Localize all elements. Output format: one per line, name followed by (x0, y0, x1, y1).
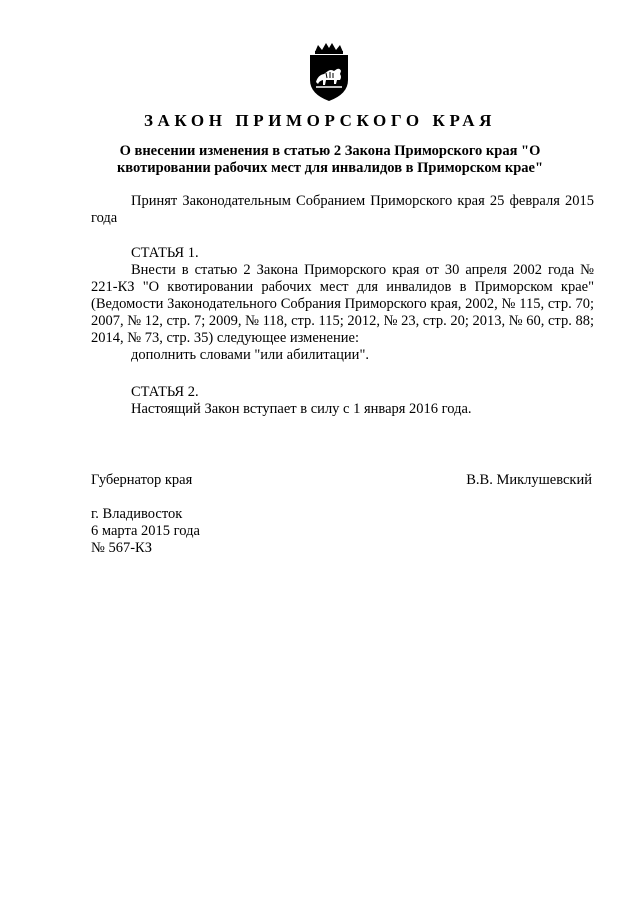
law-title: ЗАКОН ПРИМОРСКОГО КРАЯ (143, 111, 497, 130)
article-1-paragraph-1: Внести в статью 2 Закона Приморского края от 30 апреля 2002 года № 221-КЗ "О квотировании рабочих мест для инвалидов в Приморском крае" (Ведомости Законодательного Собрания Приморского края, 2002, № 115, стр. 70; 2007, № 12, стр. 7; 2009, № 118, стр. 115; 2012, № 23, стр. 20; 2013, № 60, стр. 88; 2014, № 73, стр. 35) следующее изменение: (91, 262, 594, 346)
article-1-paragraph-2: дополнить словами "или абилитации". (131, 347, 369, 363)
article-1-heading: СТАТЬЯ 1. (131, 245, 199, 261)
signatory-name: В.В. Миклушевский (466, 472, 592, 488)
law-number: № 567-КЗ (91, 540, 152, 556)
article-2 (91, 384, 594, 418)
date-of-signing: 6 марта 2015 года (91, 523, 200, 539)
law-subtitle: О внесении изменения в статью 2 Закона Приморского края "О квотировании рабочих мест для инвалидов в Приморском крае" (116, 143, 544, 176)
article-2-heading: СТАТЬЯ 2. (131, 384, 199, 400)
article-2-paragraph-1: Настоящий Закон вступает в силу с 1 января 2016 года. (131, 401, 472, 417)
adoption-statement (91, 193, 594, 227)
adoption-text: Принят Законодательным Собранием Приморского края 25 февраля 2015 года (91, 193, 594, 226)
place-of-signing: г. Владивосток (91, 506, 183, 522)
signatory-position: Губернатор края (91, 472, 193, 488)
article-1 (91, 245, 594, 364)
primorsky-coat-of-arms-tiger-icon (304, 42, 354, 102)
place-date-number (91, 506, 200, 557)
